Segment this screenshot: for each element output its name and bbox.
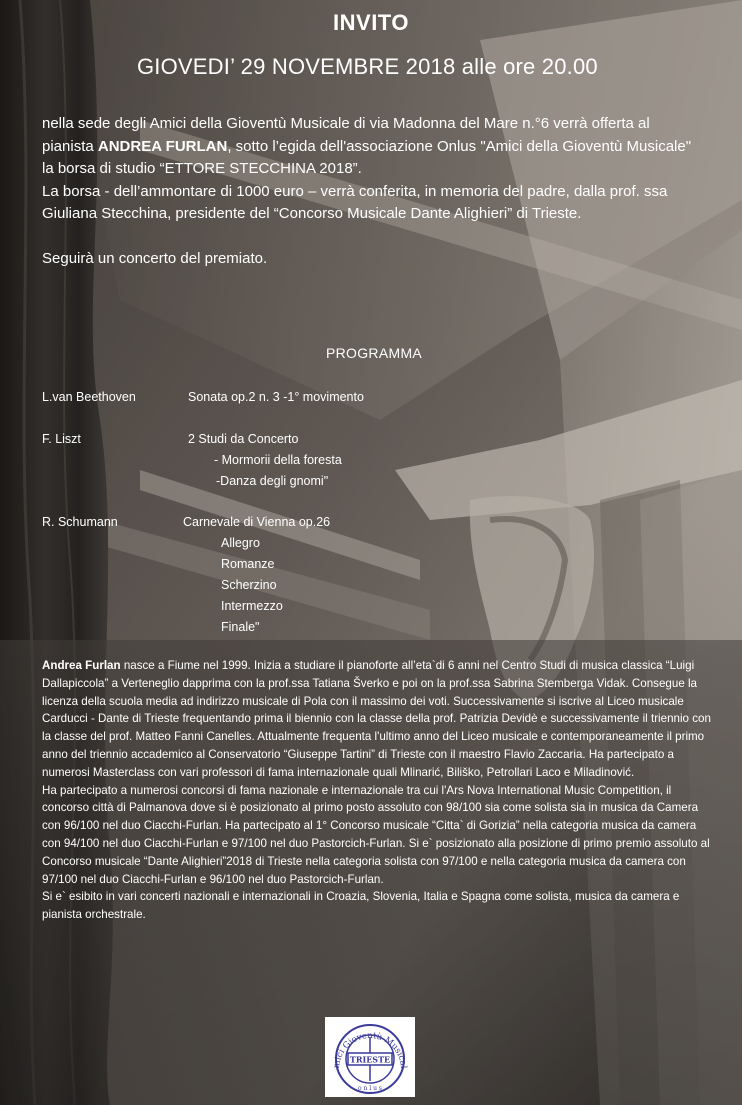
- logo-center-text: TRIESTE: [349, 1054, 391, 1065]
- bio-paragraph-2: Ha partecipato a numerosi concorsi di fama nazionale e internazionale tra cui l'Ars Nova International Music Competition, il concorso città di Palmanova dove si è posizionato al primo posto assoluto con 98/100 sia come solista sia in musica da Camera con 96/100 nel duo Ciacchi-Furlan. Ha partecipato al 1° Concorso musicale “Citta` di Gorizia” nella categoria musica da camera con 94/100 nel duo Ciacchi-Furlan e 97/100 nel duo Pastorcich-Furlan. Si e` posizionato alla posizione di primo premio assoluto al Concorso musicale “Dante Alighieri”2018 di Trieste nella categoria solista con 97/100 e nella categoria musica da camera con 97/100 nel duo Ciacchi-Furlan e 96/100 nel duo Pastorcich-Furlan.: [42, 783, 710, 886]
- work-liszt: 2 Studi da Concerto: [188, 432, 299, 446]
- programma-title: PROGRAMMA: [326, 345, 423, 361]
- intro-paragraph-3: Seguirà un concerto del premiato.: [42, 249, 268, 267]
- composer-schumann: R. Schumann: [42, 515, 118, 529]
- intro-text: [42, 113, 702, 271]
- work-schumann-sub-2: Romanze: [221, 557, 275, 571]
- event-date: GIOVEDI’ 29 NOVEMBRE 2018 alle ore 20.00: [137, 54, 598, 79]
- bio-paragraph-3: Si e` esibito in vari concerti nazionali e internazionali in Croazia, Slovenia, Italia e Spagna come solista, musica da camera e pianista orchestrale.: [42, 890, 680, 922]
- logo-bottom-text: o n l u s: [358, 1085, 382, 1092]
- gioventu-musicale-logo: [325, 1017, 415, 1097]
- work-liszt-sub-2: -Danza degli gnomi": [216, 474, 329, 488]
- intro-paragraph-1: nella sede degli Amici della Gioventù Musicale di via Madonna del Mare n.°6 verrà offerta al pianista ANDREA FURLAN, sotto l’egida dell'associazione Onlus "Amici della Gioventù Musicale" la borsa di studio “ETTORE STECCHINA 2018”.: [42, 115, 692, 178]
- biography: [42, 657, 712, 924]
- work-beethoven: Sonata op.2 n. 3 -1° movimento: [188, 390, 364, 404]
- work-schumann: Carnevale di Vienna op.26: [183, 515, 331, 529]
- work-schumann-sub-3: Scherzino: [221, 578, 277, 592]
- pianist-name: ANDREA FURLAN: [97, 137, 228, 155]
- bio-paragraph-1: Andrea Furlan nasce a Fiume nel 1999. Inizia a studiare il pianoforte all’eta`di 6 anni nel Centro Studi di musica classica “Luigi Dallapiccola” a Verteneglio dapprima con la prof.ssa Tatiana Šverko e poi on la prof.ssa Sabrina Stemberga Vidak. Consegue la licenza della scuola media ad indirizzo musicale di Pola con il massimo dei voti. Successivamente si iscrive al Liceo musicale Carducci - Dante di Trieste frequentando prima il biennio con la classe della prof. Patrizia Devidè e successivamente il triennio con la classe del prof. Matteo Fanni Canelles. Attualmente frequenta l'ultimo anno del Liceo musicale e contemporaneamente il primo anno del triennio accademico al Conservatorio “Giuseppe Tartini” di Trieste con il maestro Flavio Zaccaria. Ha partecipato a numerosi Masterclass con vari professori di fama internazionale quali Mlinarić, Biliško, Petrollari Laco e Miladinović.: [42, 659, 711, 779]
- work-schumann-sub-1: Allegro: [221, 536, 260, 550]
- work-schumann-sub-4: Intermezzo: [221, 599, 283, 613]
- logo-arc-text: mici Gioventù Musical: [331, 1030, 409, 1069]
- work-liszt-sub-1: - Mormorii della foresta: [214, 453, 342, 467]
- bio-name: Andrea Furlan: [42, 659, 121, 672]
- work-schumann-sub-5: Finale": [221, 620, 260, 634]
- intro-paragraph-2: La borsa - dell’ammontare di 1000 euro – verrà conferita, in memoria del padre, dalla prof. ssa Giuliana Stecchina, presidente del “Concorso Musicale Dante Alighieri” di Trieste.: [42, 182, 668, 223]
- composer-liszt: F. Liszt: [42, 432, 81, 446]
- invitation-title: INVITO: [333, 10, 409, 35]
- composer-beethoven: L.van Beethoven: [42, 390, 136, 404]
